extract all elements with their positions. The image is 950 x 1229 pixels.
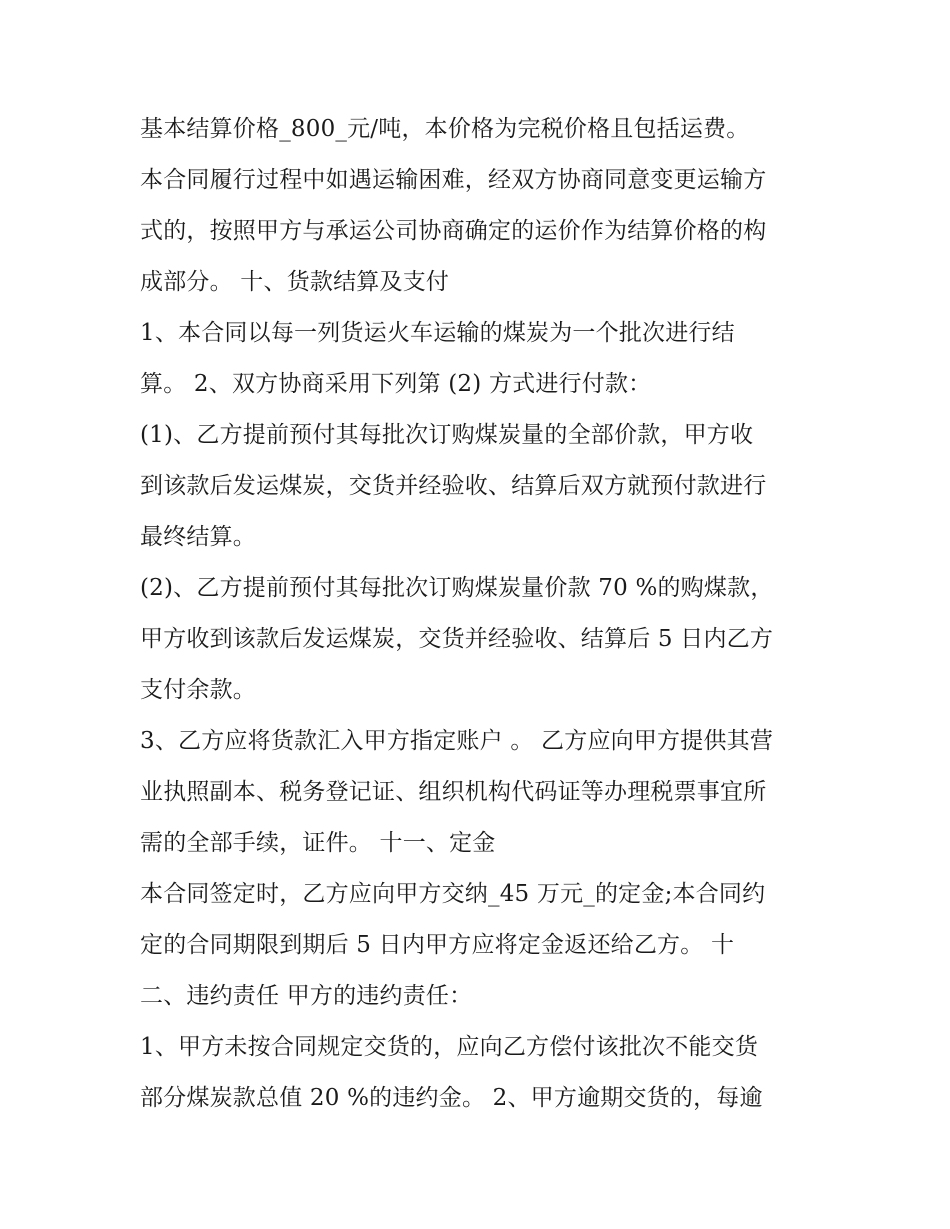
text-line: 支付余款。	[140, 677, 256, 703]
text-line: 部分煤炭款总值 20 %的违约金。 2、甲方逾期交货的，每逾	[140, 1085, 763, 1111]
text-line: 本合同履行过程中如遇运输困难，经双方协商同意变更运输方	[140, 167, 767, 193]
text-line: 甲方收到该款后发运煤炭，交货并经验收、结算后 5 日内乙方	[140, 626, 774, 652]
text-line: 到该款后发运煤炭，交货并经验收、结算后双方就预付款进行	[140, 473, 767, 499]
text-line: 二、违约责任 甲方的违约责任：	[140, 983, 473, 1009]
text-line: 最终结算。	[140, 524, 256, 550]
text-line: 3、乙方应将货款汇入甲方指定账户 。 乙方应向甲方提供其营	[140, 728, 774, 754]
text-line: 需的全部手续，证件。 十一、定金	[140, 830, 496, 856]
contract-body-text	[140, 104, 830, 1124]
text-line: (2)、乙方提前预付其每批次订购煤炭量价款 70 %的购煤款，	[140, 575, 774, 601]
text-line: 本合同签定时，乙方应向甲方交纳_45 万元_的定金;本合同约	[140, 881, 766, 907]
text-line: 基本结算价格_800_元/吨，本价格为完税价格且包括运费。	[140, 116, 750, 142]
text-line: 算。 2、双方协商采用下列第 (2) 方式进行付款：	[140, 371, 652, 397]
text-line: 成部分。 十、货款结算及支付	[140, 269, 450, 295]
text-line: 业执照副本、税务登记证、组织机构代码证等办理税票事宜所	[140, 779, 767, 805]
text-line: 定的合同期限到期后 5 日内甲方应将定金返还给乙方。 十	[140, 932, 735, 958]
text-line: 1、本合同以每一列货运火车运输的煤炭为一个批次进行结	[140, 320, 735, 346]
text-line: 1、甲方未按合同规定交货的，应向乙方偿付该批次不能交货	[140, 1034, 759, 1060]
text-line: 式的，按照甲方与承运公司协商确定的运价作为结算价格的构	[140, 218, 767, 244]
text-line: (1)、乙方提前预付其每批次订购煤炭量的全部价款，甲方收	[140, 422, 754, 448]
